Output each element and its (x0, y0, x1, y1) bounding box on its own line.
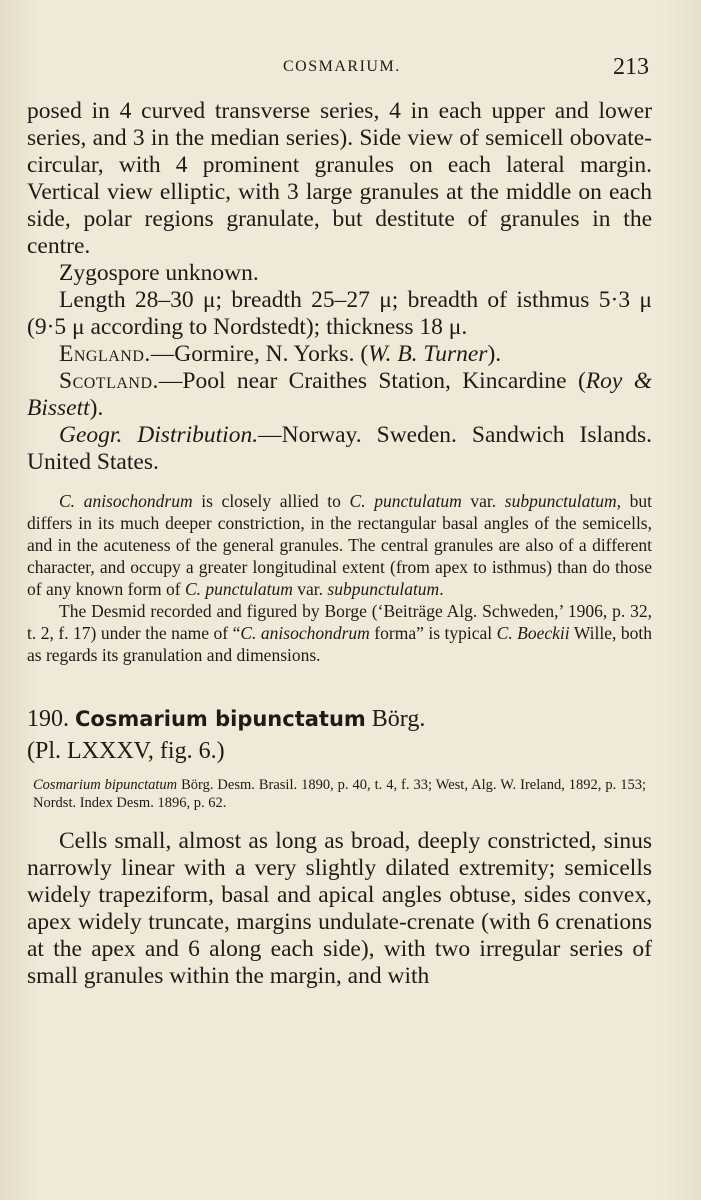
country-label: England. (59, 341, 151, 367)
borge-note: The Desmid recorded and figured by Borge (‘Beiträge Alg. Schweden,’ 1906, p. 32, t. 2, f. 17) under the name of “C. anisochondrum forma” is typical C. Boeckii Wille, both as regards its granulation and dimensions. (27, 601, 652, 665)
country-label: Scotland. (59, 368, 159, 394)
collector: W. B. Turner (368, 341, 488, 367)
page-number: 213 (613, 54, 649, 80)
species-heading (27, 704, 652, 734)
species-description: Cells small, almost as long as broad, deeply constricted, sinus narrowly linear with a very slightly dilated extremity; semicells widely trapeziform, basal and apical angles obtuse, sides convex, apex widely truncate, margins undulate-crenate (with 6 crenations at the apex and 6 along each side), with two irregular series of small granules within the margin, and with (27, 828, 652, 989)
distribution-label: Geogr. Distribution. (59, 422, 259, 448)
locality-england: England.—Gormire, N. Yorks. (W. B. Turner). (59, 341, 502, 367)
description-continuation: posed in 4 curved transverse series, 4 in each upper and lower series, and 3 in the median series). Side view of semicell obovate-circular, with 4 prominent granules on each lateral margin. Vertical view elliptic, with 3 large granules at the middle on each side, polar regions granulate, but destitute of granules in the centre. (27, 98, 652, 259)
body-text (27, 98, 652, 990)
geographic-distribution: Geogr. Distribution.—Norway. Sweden. Sandwich Islands. United States. (27, 422, 652, 475)
plate-reference: (Pl. LXXXV, fig. 6.) (27, 738, 225, 764)
species-name: Cosmarium bipunctatum (75, 707, 366, 731)
comparison-note: C. anisochondrum is closely allied to C. punctulatum var. subpunctulatum, but differs in its much deeper constriction, in the rectangular basal angles of the semicells, and in the acuteness of the general granules. The central granules are also of a different character, and occupy a greater longitudinal extent (from apex to isthmus) than do those of any known form of C. punctulatum var. subpunctulatum. (27, 491, 652, 599)
collector: Roy & Bissett (27, 368, 652, 421)
species-author: Börg. (371, 706, 426, 732)
zygospore-note: Zygospore unknown. (59, 260, 259, 286)
running-head: COSMARIUM. (283, 58, 401, 75)
synonymy: Cosmarium bipunctatum Börg. Desm. Brasil. 1890, p. 40, t. 4, f. 33; West, Alg. W. Ireland, 1892, p. 153; Nordst. Index Desm. 1896, p. 62. (33, 777, 646, 811)
locality-scotland: Scotland.—Pool near Craithes Station, Kincardine (Roy & Bissett). (27, 368, 652, 421)
species-number: 190. (27, 706, 69, 732)
page-header (0, 56, 701, 86)
dimensions: Length 28–30 μ; breadth 25–27 μ; breadth of isthmus 5·3 μ (9·5 μ according to Nordstedt); thickness 18 μ. (27, 287, 652, 340)
